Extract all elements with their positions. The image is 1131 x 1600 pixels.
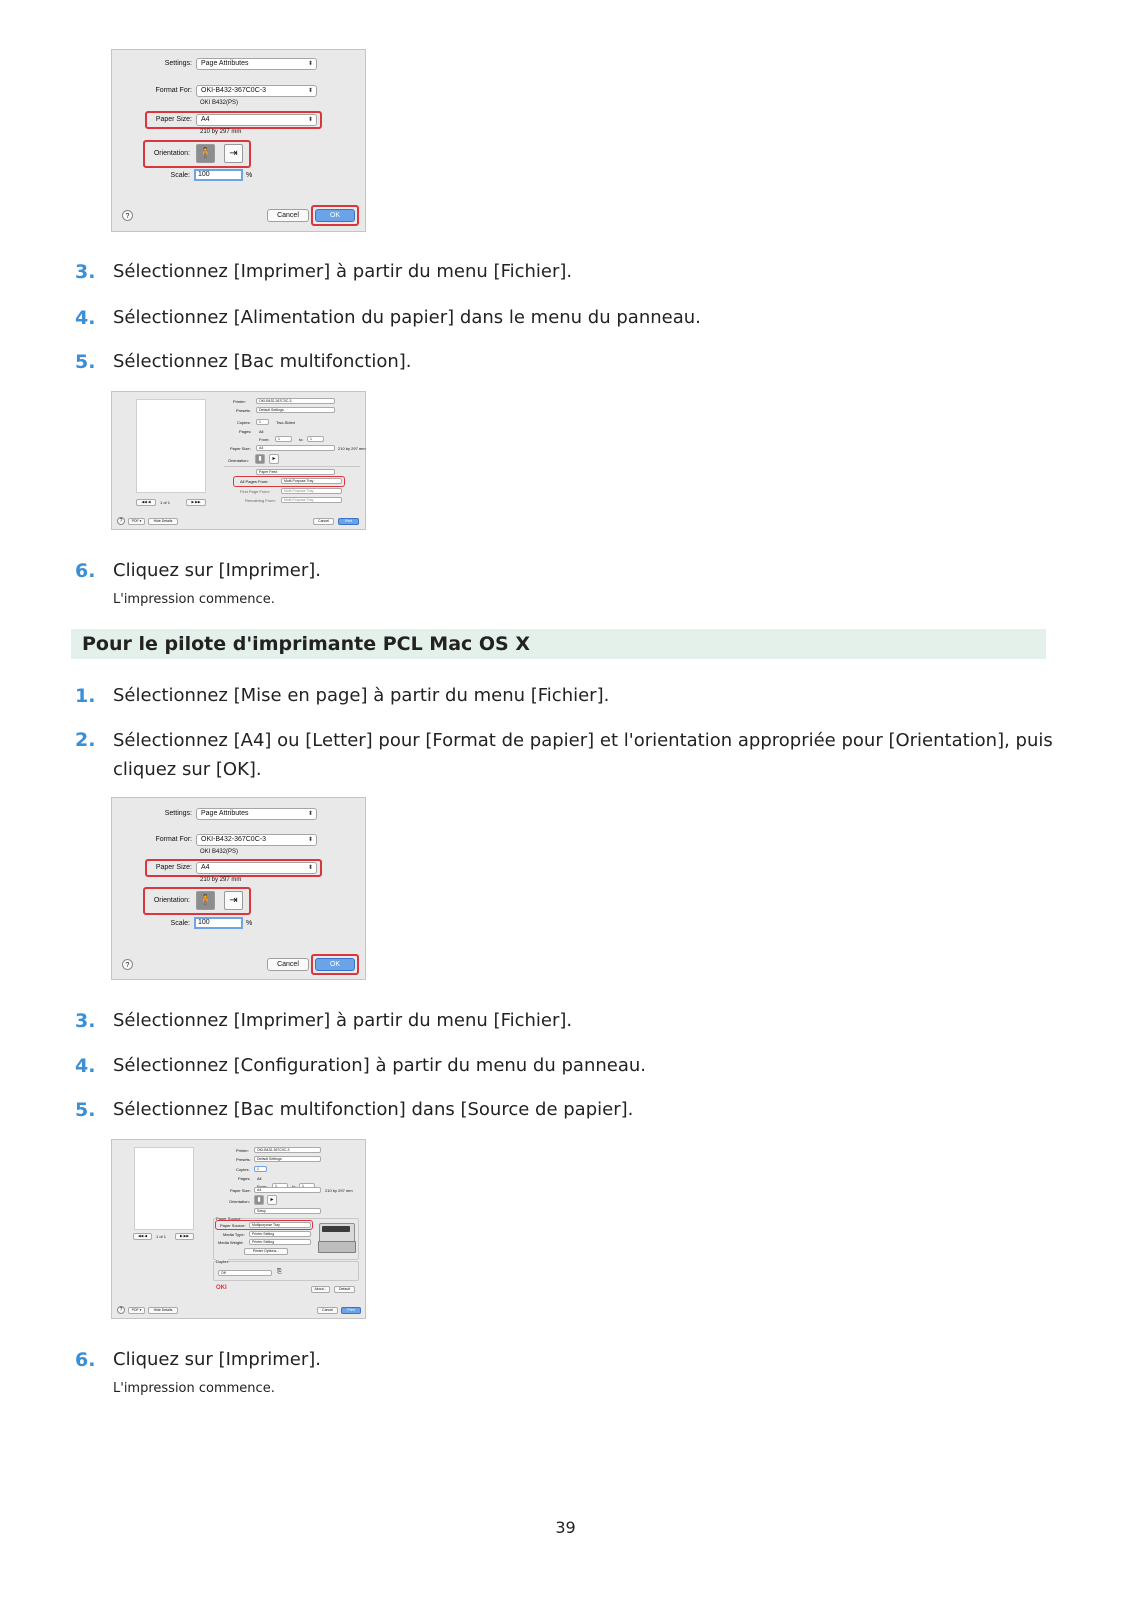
print-button[interactable]: Print — [341, 1307, 361, 1314]
portrait-orientation-icon[interactable]: 🧍 — [196, 144, 215, 163]
pages-label: Pages: — [238, 1176, 251, 1181]
landscape-orientation-icon[interactable]: ▸ — [269, 454, 279, 464]
duplex-popup[interactable] — [218, 1270, 272, 1276]
ok-button[interactable]: OK — [315, 958, 355, 971]
section-heading: Pour le pilote d'imprimante PCL Mac OS X — [71, 629, 1046, 659]
settings-popup[interactable] — [196, 58, 317, 70]
presets-value: Default Settings — [257, 1157, 282, 1161]
media-weight-label: Media Weight: — [218, 1240, 244, 1245]
help-icon[interactable]: ? — [122, 959, 133, 970]
paper-size-sub: 210 by 297 mm — [338, 446, 366, 451]
popup-arrows-icon: ⬍ — [307, 117, 313, 123]
format-popup[interactable] — [196, 85, 317, 97]
first-page-from-value: Multi-Purpose Tray — [284, 489, 314, 493]
pages-label: Pages: — [239, 429, 252, 434]
help-icon[interactable]: ? — [117, 1306, 125, 1314]
print-dialog-paper-feed-screenshot — [111, 391, 366, 530]
pdf-button[interactable]: PDF ▾ — [128, 518, 145, 525]
scale-label: Scale: — [170, 920, 190, 927]
popup-arrows-icon: ⬍ — [307, 61, 313, 67]
remaining-from-label: Remaining From: — [245, 498, 276, 503]
step-text: Sélectionnez [Mise en page] à partir du menu [Fichier]. — [113, 685, 610, 706]
remaining-from-value: Multi-Purpose Tray — [284, 498, 314, 502]
panel-menu-popup[interactable] — [254, 1208, 321, 1214]
from-input[interactable]: 1 — [272, 1183, 288, 1189]
portrait-orientation-icon[interactable]: ▮ — [254, 1195, 264, 1205]
step-text: Sélectionnez [Bac multifonction]. — [113, 351, 412, 372]
presets-label: Presets: — [236, 408, 251, 413]
step-number: 6. — [75, 560, 96, 582]
presets-popup[interactable] — [256, 407, 335, 413]
to-input[interactable]: 1 — [307, 436, 324, 442]
page-setup-dialog-screenshot — [111, 797, 366, 980]
step-text: Cliquez sur [Imprimer]. — [113, 1349, 322, 1370]
landscape-orientation-icon[interactable]: ⇥ — [224, 891, 243, 910]
cancel-button[interactable]: Cancel — [267, 958, 309, 971]
panel-menu-value: Paper Feed — [259, 470, 278, 474]
step-number: 3. — [75, 1010, 96, 1032]
format-value: OKI-B432-367C0C-3 — [201, 87, 266, 94]
paper-size-label: Paper Size: — [230, 446, 251, 451]
presets-value: Default Settings — [259, 408, 284, 412]
format-value: OKI-B432-367C0C-3 — [201, 836, 266, 843]
pages-all-radio[interactable]: All — [257, 1176, 262, 1181]
to-label: to: — [299, 437, 304, 442]
paper-size-sub: 210 by 297 mm — [325, 1188, 353, 1193]
presets-popup[interactable] — [254, 1156, 321, 1162]
pdf-label: PDF — [131, 519, 139, 523]
duplex-binding-icon: ⎘ — [277, 1269, 282, 1275]
printer-icon — [317, 1219, 355, 1255]
paper-size-label: Paper Size: — [230, 1188, 251, 1193]
duplex-group-label: Duplex — [216, 1259, 229, 1264]
pager-label: 1 of 1 — [160, 500, 171, 505]
landscape-orientation-icon[interactable]: ▸ — [267, 1195, 277, 1205]
print-button[interactable]: Print — [338, 518, 359, 525]
step-number: 6. — [75, 1349, 96, 1371]
step-number: 1. — [75, 685, 96, 707]
all-pages-from-radio[interactable]: All Pages From: — [240, 479, 269, 484]
step-text: Sélectionnez [Alimentation du papier] dans le menu du panneau. — [113, 307, 701, 328]
paper-size-value: A4 — [257, 1188, 262, 1192]
paper-size-label: Paper Size: — [155, 116, 192, 123]
divider — [224, 466, 360, 467]
print-preview-page — [136, 399, 206, 493]
printer-value: OKI-B432-367C0C-3 — [259, 399, 292, 403]
portrait-orientation-icon[interactable]: ▮ — [255, 454, 265, 464]
help-icon[interactable]: ? — [122, 210, 133, 221]
step-text: Sélectionnez [Imprimer] à partir du menu [Fichier]. — [113, 1010, 573, 1031]
step-number: 3. — [75, 261, 96, 283]
pages-all-radio[interactable]: All — [259, 429, 264, 434]
print-preview-page — [134, 1147, 194, 1230]
default-button[interactable]: Default — [334, 1286, 355, 1293]
all-pages-from-value: Multi-Purpose Tray — [284, 479, 314, 483]
scale-label: Scale: — [170, 172, 190, 179]
step-note: L'impression commence. — [113, 1381, 275, 1396]
step-text: Sélectionnez [Imprimer] à partir du menu [Fichier]. — [113, 261, 573, 282]
paper-source-value: Multipurpose Tray — [252, 1223, 280, 1227]
format-popup[interactable] — [196, 834, 317, 846]
step-number: 2. — [75, 729, 96, 751]
step-number: 4. — [75, 1055, 96, 1077]
step-number: 4. — [75, 307, 96, 329]
settings-label: Settings: — [164, 60, 192, 67]
popup-arrows-icon: ⬍ — [307, 811, 313, 817]
settings-value: Page Attributes — [201, 810, 249, 817]
orientation-label: Orientation: — [153, 897, 190, 904]
media-type-popup[interactable] — [249, 1231, 311, 1237]
paper-size-popup[interactable] — [196, 862, 317, 874]
help-icon[interactable]: ? — [117, 517, 125, 525]
oki-logo: OKI — [216, 1285, 227, 1291]
format-sub: OKI B432(PS) — [200, 849, 239, 855]
paper-size-sub: 210 by 297 mm — [200, 129, 242, 135]
first-page-from-radio[interactable]: First Page From: — [240, 489, 270, 494]
format-sub: OKI B432(PS) — [200, 100, 239, 106]
duplex-value: Off — [221, 1271, 226, 1275]
paper-source-popup[interactable] — [249, 1222, 311, 1228]
portrait-orientation-icon[interactable]: 🧍 — [196, 891, 215, 910]
paper-size-sub: 210 by 297 mm — [200, 877, 242, 883]
pdf-button[interactable]: PDF ▾ — [128, 1307, 145, 1314]
copies-input[interactable]: 1 — [254, 1166, 267, 1172]
remaining-from-popup[interactable] — [281, 497, 342, 503]
media-weight-value: Printer Setting — [252, 1240, 275, 1244]
media-type-label: Media Type: — [223, 1232, 245, 1237]
first-page-button[interactable]: ◀◀ ◀ — [136, 499, 156, 506]
orientation-label: Orientation: — [228, 458, 249, 463]
paper-size-value: A4 — [259, 446, 264, 450]
scale-input[interactable]: 100 — [194, 917, 243, 929]
presets-label: Presets: — [236, 1157, 251, 1162]
page-number: 39 — [555, 1518, 576, 1537]
orientation-label: Orientation: — [229, 1199, 250, 1204]
popup-arrows-icon: ⬍ — [307, 88, 313, 94]
paper-source-group-label: Paper Source — [216, 1216, 241, 1221]
step-note: L'impression commence. — [113, 592, 275, 607]
cancel-button[interactable]: Cancel — [313, 518, 334, 525]
step-text: Sélectionnez [Configuration] à partir du menu du panneau. — [113, 1055, 646, 1076]
panel-menu-value: Setup — [257, 1209, 267, 1213]
two-sided-checkbox[interactable]: Two-Sided — [276, 420, 295, 425]
settings-label: Settings: — [164, 810, 192, 817]
page-setup-dialog-screenshot — [111, 49, 366, 232]
to-input[interactable]: 1 — [299, 1183, 315, 1189]
step-number: 5. — [75, 1099, 96, 1121]
printer-popup[interactable] — [256, 398, 335, 404]
from-input[interactable]: 1 — [275, 436, 292, 442]
cancel-button[interactable]: Cancel — [317, 1307, 338, 1314]
printer-options-button[interactable]: Printer Options... — [244, 1248, 288, 1255]
landscape-orientation-icon[interactable]: ⇥ — [224, 144, 243, 163]
all-pages-from-popup[interactable] — [281, 478, 342, 484]
pages-from-radio[interactable]: From: — [259, 437, 270, 442]
paper-size-value: A4 — [201, 864, 210, 871]
scale-unit: % — [246, 172, 253, 179]
next-page-button[interactable]: ▶ ▶▶ — [186, 499, 206, 506]
media-type-value: Printer Setting — [252, 1232, 275, 1236]
orientation-label: Orientation: — [153, 150, 190, 157]
pdf-label: PDF — [131, 1308, 139, 1312]
print-dialog-setup-screenshot — [111, 1139, 366, 1319]
scale-unit: % — [246, 920, 253, 927]
first-page-from-popup[interactable] — [281, 488, 342, 494]
copies-input[interactable]: 1 — [256, 419, 269, 425]
about-button[interactable]: About... — [311, 1286, 330, 1293]
format-label: Format For: — [155, 87, 192, 94]
next-page-button[interactable]: ▶ ▶▶ — [175, 1233, 194, 1240]
scale-input[interactable]: 100 — [194, 169, 243, 181]
hide-details-button[interactable]: Hide Details — [148, 518, 178, 525]
paper-size-popup[interactable] — [196, 114, 317, 126]
copies-label: Copies: — [236, 1167, 250, 1172]
paper-size-label: Paper Size: — [155, 864, 192, 871]
paper-size-popup[interactable] — [256, 445, 335, 451]
format-label: Format For: — [155, 836, 192, 843]
panel-menu-popup[interactable] — [256, 469, 335, 475]
cancel-button[interactable]: Cancel — [267, 209, 309, 222]
printer-value: OKI-B432-367C0C-3 — [257, 1148, 290, 1152]
copies-label: Copies: — [237, 420, 251, 425]
ok-button[interactable]: OK — [315, 209, 355, 222]
step-text: Sélectionnez [Bac multifonction] dans [Source de papier]. — [113, 1099, 634, 1120]
printer-label: Printer: — [236, 1148, 249, 1153]
popup-arrows-icon: ⬍ — [307, 865, 313, 871]
settings-value: Page Attributes — [201, 60, 249, 67]
paper-source-label: Paper Source: — [220, 1223, 246, 1228]
pager-label: 1 of 1 — [156, 1234, 167, 1239]
step-text: Cliquez sur [Imprimer]. — [113, 560, 322, 581]
step-number: 5. — [75, 351, 96, 373]
printer-popup[interactable] — [254, 1147, 321, 1153]
paper-size-value: A4 — [201, 116, 210, 123]
media-weight-popup[interactable] — [249, 1239, 311, 1245]
popup-arrows-icon: ⬍ — [307, 837, 313, 843]
settings-popup[interactable] — [196, 808, 317, 820]
paper-size-popup[interactable] — [254, 1187, 321, 1193]
printer-label: Printer: — [233, 399, 246, 404]
first-page-button[interactable]: ◀◀ ◀ — [133, 1233, 152, 1240]
hide-details-button[interactable]: Hide Details — [148, 1307, 178, 1314]
step-text: Sélectionnez [A4] ou [Letter] pour [Format de papier] et l'orientation appropriée pour [Orientation], puis cliquez sur [OK]. — [113, 730, 1053, 780]
